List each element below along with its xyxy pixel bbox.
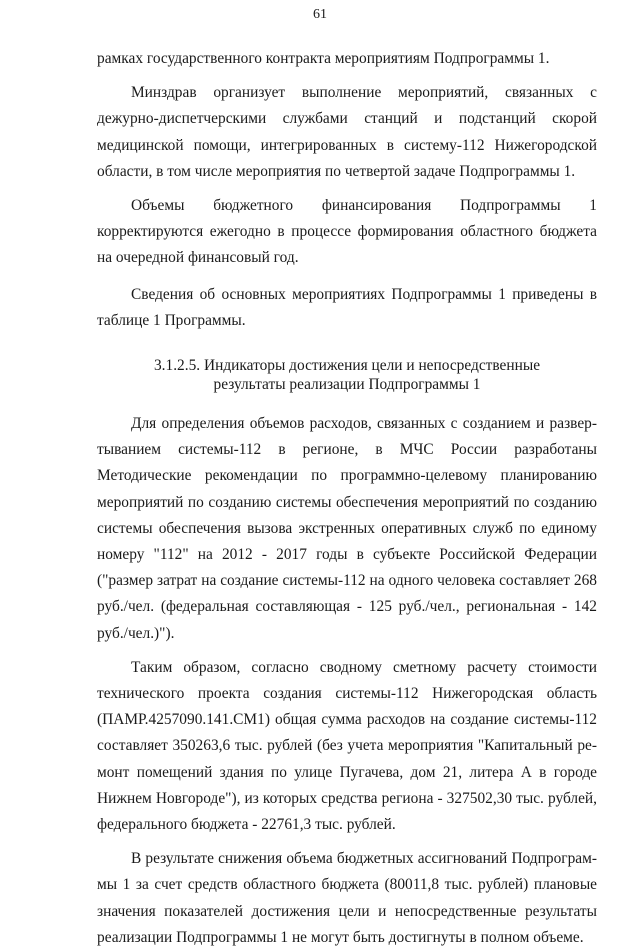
paragraph-cost-estimate: Таким образом, согласно сводному сметному расчету стоимости технического проекта создания системы-112 Нижегородская область (ПАМР.4257090.141.СМ1) общая сумма расходов на создание системы-112 составляет 350263,6 тыс. рублей (без учета мероприятия "Капитальный ремонт помещений здания по улице Пугачева, дом 21, литера А в городе Нижнем Новгороде"), из которых средства региона - 327502,30 тыс. рублей, федерального бюджета - 22761,3 тыс. рублей. (97, 658, 597, 834)
paragraph-budget-reduction: В результате снижения объема бюджетных ассигнований Подпрограммы 1 за счет средств областного бюджета (80011,8 тыс. рублей) плановые значения показателей достижения цели и непосредственные результаты реализации Подпрограммы 1 не могут быть достигнуты в полном объеме. (97, 850, 597, 946)
page-number: 61 (313, 7, 327, 22)
paragraph-budget-financing: Объемы бюджетного финансирования Подпрограммы 1 корректируются ежегодно в процессе формирования областного бюджета на очередной финансовый год. (97, 197, 597, 267)
page-body (97, 46, 597, 951)
section-heading-line-2: результаты реализации Подпрограммы 1 (213, 376, 481, 394)
paragraph-methodology: Для определения объемов расходов, связанных с созданием и развертыванием системы-112 в регионе, в МЧС России разработаны Методические рекомендации по программно-целевому планированию мероприятий по созданию системы обеспечения мероприятий по созданию системы обеспечения вызова экстренных оперативных служб по единому номеру "112" на 2012 - 2017 годы в субъекте Российской Федерации ("размер затрат на создание системы-112 на одного человека составляет 268 руб./чел. (федеральная составляющая - 125 руб./чел., региональная - 142 руб./чел.)"). (97, 415, 597, 642)
paragraph-minzdrav: Минздрав организует выполнение мероприятий, связанных с дежурно-диспетчерскими службами станций и подстанций скорой медицинской помощи, интегрированных в систему-112 Нижегородской области, в том числе мероприятия по четвертой задаче Подпрограммы 1. (97, 84, 597, 180)
paragraph-contract-continuation: рамках государственного контракта мероприятиям Подпрограммы 1. (97, 50, 550, 67)
section-heading (97, 356, 597, 394)
paragraph-main-activities: Сведения об основных мероприятиях Подпрограммы 1 приведены в таблице 1 Программы. (97, 285, 597, 329)
section-heading-line-1: 3.1.2.5. Индикаторы достижения цели и непосредственные (153, 357, 541, 375)
